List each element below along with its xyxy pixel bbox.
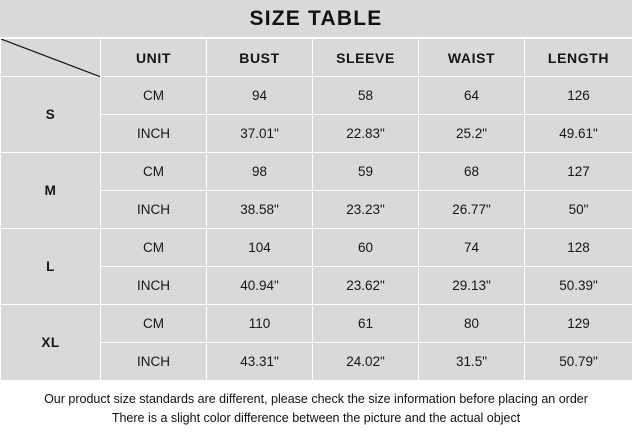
cell-bust: 40.94": [207, 267, 313, 305]
size-label-s: S: [1, 77, 101, 153]
unit-inch: INCH: [101, 343, 207, 381]
cell-sleeve: 22.83": [313, 115, 419, 153]
cell-waist: 29.13": [419, 267, 525, 305]
column-header-length: LENGTH: [525, 39, 632, 77]
diagonal-split-icon: [1, 39, 100, 77]
cell-sleeve: 58: [313, 77, 419, 115]
cell-sleeve: 60: [313, 229, 419, 267]
cell-length: 50.79": [525, 343, 632, 381]
cell-waist: 25.2": [419, 115, 525, 153]
cell-waist: 26.77": [419, 191, 525, 229]
cell-bust: 110: [207, 305, 313, 343]
cell-bust: 94: [207, 77, 313, 115]
table-row: [1, 153, 632, 191]
page-title: SIZE TABLE: [249, 6, 383, 30]
document-title-bar: [0, 0, 632, 38]
cell-length: 126: [525, 77, 632, 115]
footer-note: [0, 381, 632, 439]
note-line-2: There is a slight color difference between the picture and the actual object: [111, 410, 521, 425]
cell-bust: 43.31": [207, 343, 313, 381]
cell-waist: 74: [419, 229, 525, 267]
size-label-l: L: [1, 229, 101, 305]
size-table: [0, 38, 632, 381]
cell-bust: 38.58": [207, 191, 313, 229]
cell-sleeve: 23.23": [313, 191, 419, 229]
cell-bust: 104: [207, 229, 313, 267]
cell-waist: 64: [419, 77, 525, 115]
unit-cm: CM: [101, 229, 207, 267]
cell-sleeve: 24.02": [313, 343, 419, 381]
unit-inch: INCH: [101, 115, 207, 153]
table-row: [1, 77, 632, 115]
column-header-sleeve: SLEEVE: [313, 39, 419, 77]
cell-length: 49.61": [525, 115, 632, 153]
cell-length: 128: [525, 229, 632, 267]
table-header-row: [1, 39, 632, 77]
cell-sleeve: 59: [313, 153, 419, 191]
cell-sleeve: 23.62": [313, 267, 419, 305]
corner-diagonal-cell: [1, 39, 101, 77]
size-label-m: M: [1, 153, 101, 229]
cell-waist: 80: [419, 305, 525, 343]
unit-inch: INCH: [101, 191, 207, 229]
cell-sleeve: 61: [313, 305, 419, 343]
cell-waist: 68: [419, 153, 525, 191]
cell-length: 50": [525, 191, 632, 229]
unit-cm: CM: [101, 77, 207, 115]
table-row: [1, 305, 632, 343]
cell-length: 127: [525, 153, 632, 191]
unit-cm: CM: [101, 153, 207, 191]
cell-waist: 31.5": [419, 343, 525, 381]
size-label-xl: XL: [1, 305, 101, 381]
cell-bust: 37.01": [207, 115, 313, 153]
column-header-waist: WAIST: [419, 39, 525, 77]
note-line-1: Our product size standards are different, please check the size information before placing an order: [44, 391, 588, 406]
cell-length: 129: [525, 305, 632, 343]
column-header-bust: BUST: [207, 39, 313, 77]
unit-inch: INCH: [101, 267, 207, 305]
table-row: [1, 229, 632, 267]
column-header-unit: UNIT: [101, 39, 207, 77]
cell-length: 50.39": [525, 267, 632, 305]
unit-cm: CM: [101, 305, 207, 343]
cell-bust: 98: [207, 153, 313, 191]
